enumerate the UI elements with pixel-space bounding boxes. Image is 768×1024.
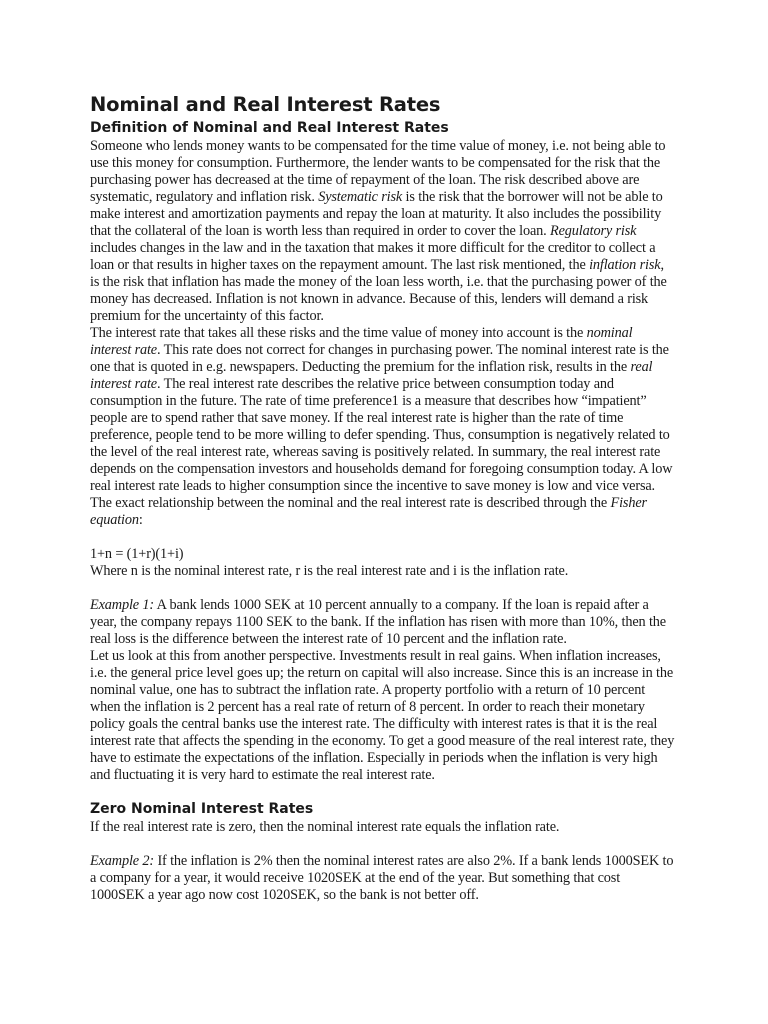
paragraph-nominal-real: [90, 325, 676, 495]
spacer: [90, 529, 676, 546]
section-heading-zero-nominal: Zero Nominal Interest Rates: [90, 801, 314, 817]
fisher-equation: 1+n = (1+r)(1+i): [90, 546, 184, 562]
paragraph-example-1: [90, 597, 676, 648]
text-run: A bank lends 1000 SEK at 10 percent annually to a company. If the loan is repaid after a year, the company repays 1100 SEK to the bank. If the inflation has risen with more than 10%, then the real loss is the difference between the interest rate of 10 percent and the inflation rate.: [90, 597, 666, 647]
term-systematic-risk: Systematic risk: [318, 189, 403, 205]
text-run: . The real interest rate describes the relative price between consumption today and consumption in the future. The rate of time preference1 is a measure that describes how “impatient” people are to spend rather that save money. If the real interest rate is higher than the rate of time preference, people tend to be more willing to defer spending. Thus, consumption is negatively related to the level of the real interest rate, whereas saving is positively related. In summary, the real interest rate depends on the compensation investors and households demand for foregoing consumption today. A low real interest rate leads to higher consumption since the incentive to save money is low and vice versa.: [90, 376, 673, 494]
text-run: is the risk that the borrower will not be able to make interest and amortization payments and repay the loan at maturity. It also includes the possibility that the collateral of the loan is worth less than required in order to cover the loan.: [90, 189, 663, 239]
example-2-label: Example 2:: [90, 853, 155, 869]
term-inflation-risk: inflation risk: [589, 257, 661, 273]
equation-explanation: Where n is the nominal interest rate, r is the real interest rate and i is the inflation rate.: [90, 563, 569, 579]
text-run: . This rate does not correct for changes in purchasing power. The nominal interest rate is the one that is quoted in e.g. newspapers. Deducting the premium for the inflation risk, results in the: [90, 342, 669, 375]
spacer: [90, 836, 676, 853]
page-title: Nominal and Real Interest Rates: [90, 93, 441, 116]
example-1-label: Example 1:: [90, 597, 155, 613]
paragraph-example-2: [90, 853, 676, 904]
spacer: [90, 580, 676, 597]
text-run: , is the risk that inflation has made the money of the loan less worth, i.e. that the purchasing power of the money has decreased. Inflation is not known in advance. Because of this, lenders will demand a risk premium for the uncertainty of this factor.: [90, 257, 667, 324]
term-nominal-interest-rate: nominal interest rate: [90, 325, 633, 358]
term-fisher-equation: Fisher equation: [90, 495, 647, 528]
text-run: Someone who lends money wants to be compensated for the time value of money, i.e. not being able to use this money for consumption. Furthermore, the lender wants to be compensated for the risk that the purchasing power has decreased at the time of repayment of the loan. The risk described above are systematic, regulatory and inflation risk.: [90, 138, 666, 205]
text-run: The exact relationship between the nominal and the real interest rate is described through the: [90, 495, 611, 511]
term-regulatory-risk: Regulatory risk: [550, 223, 637, 239]
term-real-interest-rate: real interest rate: [90, 359, 653, 392]
paragraph-zero-real: If the real interest rate is zero, then the nominal interest rate equals the inflation rate.: [90, 819, 560, 835]
text-run: :: [138, 512, 143, 528]
text-run: If the inflation is 2% then the nominal interest rates are also 2%. If a bank lends 1000SEK to a company for a year, it would receive 1020SEK at the end of the year. But something that cost 1000SEK a year ago now cost 1020SEK, so the bank is not better off.: [90, 853, 674, 903]
section-heading-definition: Definition of Nominal and Real Interest Rates: [90, 120, 449, 136]
text-run: The interest rate that takes all these risks and the time value of money into account is the: [90, 325, 587, 341]
paragraph-perspective: Let us look at this from another perspective. Investments result in real gains. When inflation increases, i.e. the general price level goes up; the return on capital will also increase. Since this is an increase in the nominal value, one has to subtract the inflation rate. A property portfolio with a return of 10 percent when the inflation is 2 percent has a real rate of return of 8 percent. In order to reach their monetary policy goals the central banks use the interest rate. The difficulty with interest rates is that it is the real interest rate that affects the spending in the economy. To get a good measure of the real interest rate, they have to estimate the expectations of the inflation. Especially in periods when the inflation is very high and fluctuating it is very hard to estimate the real interest rate.: [90, 648, 675, 783]
document-page: [90, 92, 676, 904]
paragraph-risks: [90, 138, 676, 325]
text-run: includes changes in the law and in the taxation that makes it more difficult for the creditor to collect a loan or that results in higher taxes on the repayment amount. The last risk mentioned, the: [90, 240, 656, 273]
paragraph-fisher-intro: [90, 495, 676, 529]
